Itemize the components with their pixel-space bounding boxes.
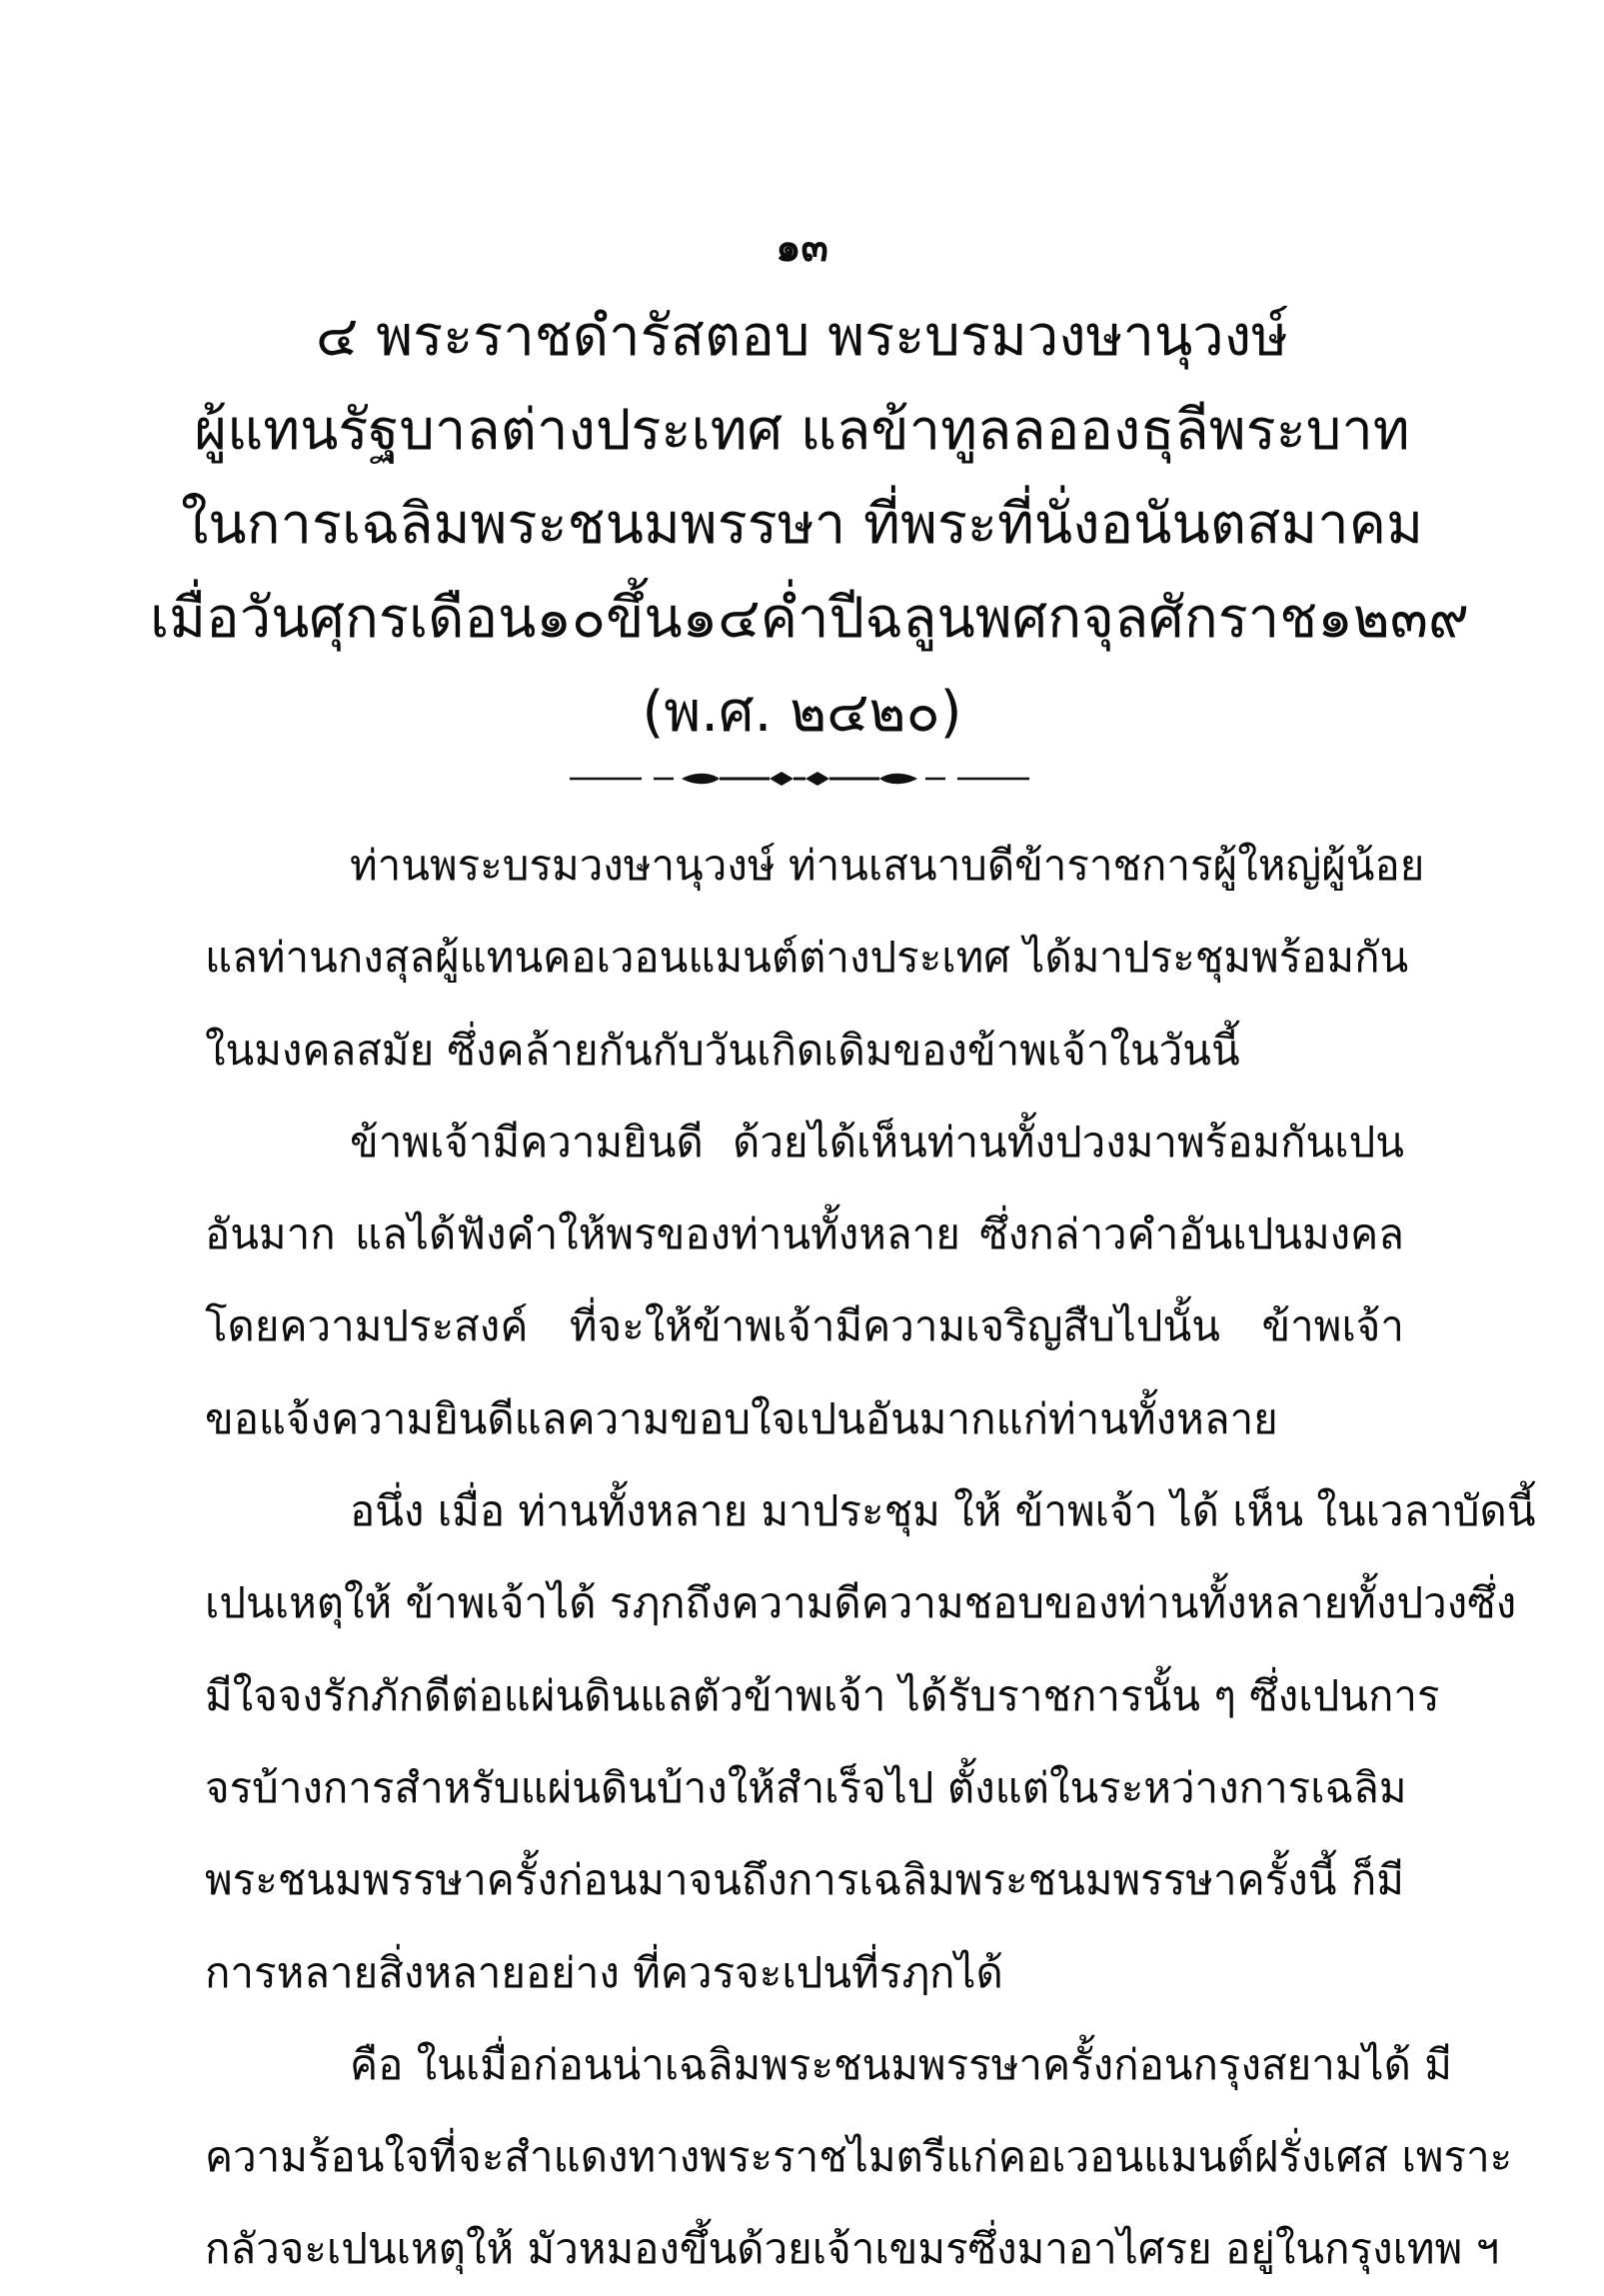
heading-line: (พ.ศ. ๒๔๒๐) xyxy=(642,680,962,745)
body-line: กลัวจะเปนเหตุให้ มัวหมองขึ้นด้วยเจ้าเขมรซึ่งมาอาไศรย อยู่ในกรุงเทพ ฯ xyxy=(205,2224,1500,2274)
heading-line: ๔ พระราชดำรัสตอบ พระบรมวงษานุวงษ์ xyxy=(316,304,1288,369)
speech-heading xyxy=(150,290,1470,760)
decorative-divider xyxy=(570,768,1029,790)
body-line: เปนเหตุให้ ข้าพเจ้าได้ รฦกถึงความดีความชอบของท่านทั้งหลายทั้งปวงซึ่ง xyxy=(205,1578,1517,1628)
page-number: ๑๓ xyxy=(776,225,828,271)
heading-line: ในการเฉลิมพระชนมพรรษา ที่พระที่นั่งอนันตสมาคม xyxy=(180,492,1424,557)
body-line: ขอแจ้งความยินดีแลความขอบใจเปนอันมากแก่ท่านทั้งหลาย xyxy=(205,1393,1278,1443)
body-line: มีใจจงรักภักดีต่อแผ่นดินแลตัวข้าพเจ้า ได้รับราชการนั้น ๆ ซึ่งเปนการ xyxy=(205,1670,1440,1720)
body-line: การหลายสิ่งหลายอย่าง ที่ควรจะเปนที่รฦกได้ xyxy=(205,1947,1003,1997)
body-line: โดยความประสงค์ ที่จะให้ข้าพเจ้ามีความเจริญสืบไปนั้น ข้าพเจ้า xyxy=(205,1301,1404,1351)
body-line: อันมาก แลได้ฟังคำให้พรของท่านทั้งหลาย ซึ่งกล่าวคำอันเปนมงคล xyxy=(205,1209,1404,1259)
speech-body xyxy=(205,820,1536,2296)
heading-line: เมื่อวันศุกรเดือน๑๐ขึ้น๑๔ค่ำปีฉลูนพศกจุลศักราช๑๒๓๙ xyxy=(150,586,1470,651)
body-line: ความร้อนใจที่จะสำแดงทางพระราชไมตรีแก่คอเวอนแมนต์ฝรั่งเศส เพราะ xyxy=(205,2132,1513,2182)
body-line: พระชนมพรรษาครั้งก่อนมาจนถึงการเฉลิมพระชนมพรรษาครั้งนี้ ก็มี xyxy=(205,1855,1404,1905)
body-line: จรบ้างการสำหรับแผ่นดินบ้างให้สำเร็จไป ตั้งแต่ในระหว่างการเฉลิม xyxy=(205,1762,1407,1812)
body-line: ท่านพระบรมวงษานุวงษ์ ท่านเสนาบดีข้าราชการผู้ใหญ่ผู้น้อย xyxy=(350,841,1425,890)
body-line: อนึ่ง เมื่อ ท่านทั้งหลาย มาประชุม ให้ ข้าพเจ้า ได้ เห็น ในเวลาบัดนี้ xyxy=(350,1486,1536,1536)
body-line: คือ ในเมื่อก่อนน่าเฉลิมพระชนมพรรษาครั้งก่อนกรุงสยามได้ มี xyxy=(350,2039,1452,2089)
body-line: แลท่านกงสุลผู้แทนคอเวอนแมนต์ต่างประเทศ ได้มาประชุมพร้อมกัน xyxy=(205,933,1409,983)
body-line: ในมงคลสมัย ซึ่งคล้ายกันกับวันเกิดเดิมของข้าพเจ้าในวันนี้ xyxy=(205,1025,1240,1075)
body-line: ข้าพเจ้ามีความยินดี ด้วยได้เห็นท่านทั้งปวงมาพร้อมกันเปน xyxy=(350,1117,1404,1166)
heading-line: ผู้แทนรัฐบาลต่างประเทศ แลข้าทูลลอองธุลีพระบาท xyxy=(194,398,1410,463)
